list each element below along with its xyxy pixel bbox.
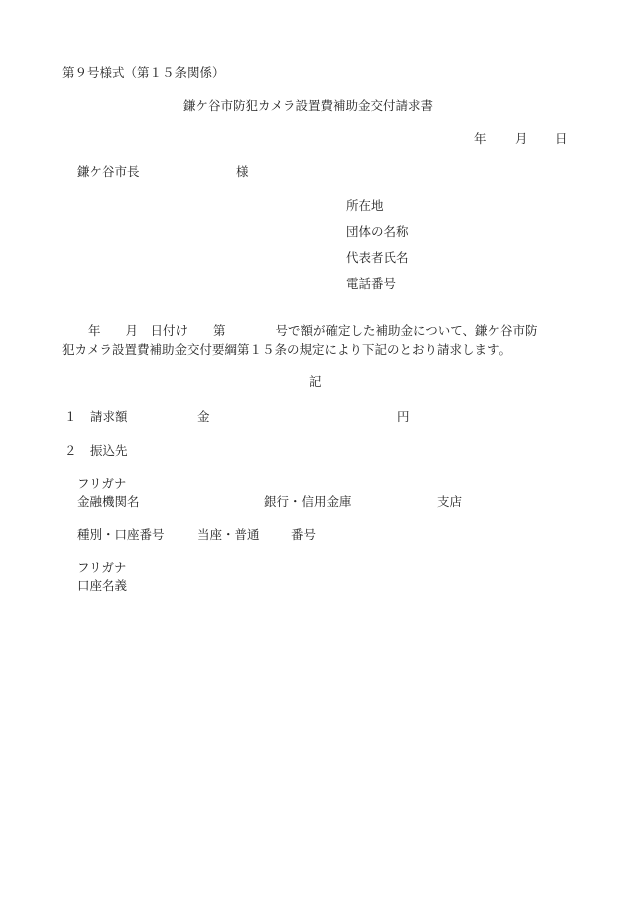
claim-currency: 金 [197, 409, 210, 424]
bank-furigana-label: フリガナ [77, 476, 127, 491]
record-mark: 記 [309, 374, 322, 389]
branch-label: 支店 [437, 494, 463, 509]
transfer-label: 振込先 [90, 443, 128, 458]
holder-furigana-label: フリガナ [77, 560, 127, 575]
phone-number-label: 電話番号 [346, 276, 397, 291]
bank-type-label: 銀行・信用金庫 [264, 494, 352, 509]
account-type-options: 当座・普通 [197, 527, 260, 542]
financial-institution-label: 金融機関名 [77, 494, 140, 509]
account-number-label: 番号 [291, 527, 317, 542]
transfer-number: ２ [64, 443, 77, 458]
claim-label: 請求額 [90, 409, 128, 424]
date-year: 年 [474, 131, 487, 146]
address-label: 所在地 [346, 198, 384, 213]
date-month: 月 [515, 131, 528, 146]
account-type-label: 種別・口座番号 [77, 527, 165, 542]
form-number: 第９号様式（第１５条関係） [62, 65, 225, 80]
document-title: 鎌ケ谷市防犯カメラ設置費補助金交付請求書 [183, 98, 434, 113]
date-day: 日 [555, 131, 568, 146]
addressee-name: 鎌ケ谷市長 [77, 164, 140, 179]
addressee-honorific: 様 [236, 164, 249, 179]
representative-name-label: 代表者氏名 [346, 250, 409, 265]
body-line-1: 年 月 日付け 第 号で額が確定した補助金について、鎌ケ谷市防 [88, 323, 538, 338]
organization-name-label: 団体の名称 [346, 224, 409, 239]
account-holder-label: 口座名義 [77, 578, 128, 593]
body-line-2: 犯カメラ設置費補助金交付要綱第１５条の規定により下記のとおり請求します。 [62, 342, 512, 357]
claim-unit: 円 [397, 409, 410, 424]
claim-number: １ [64, 409, 77, 424]
